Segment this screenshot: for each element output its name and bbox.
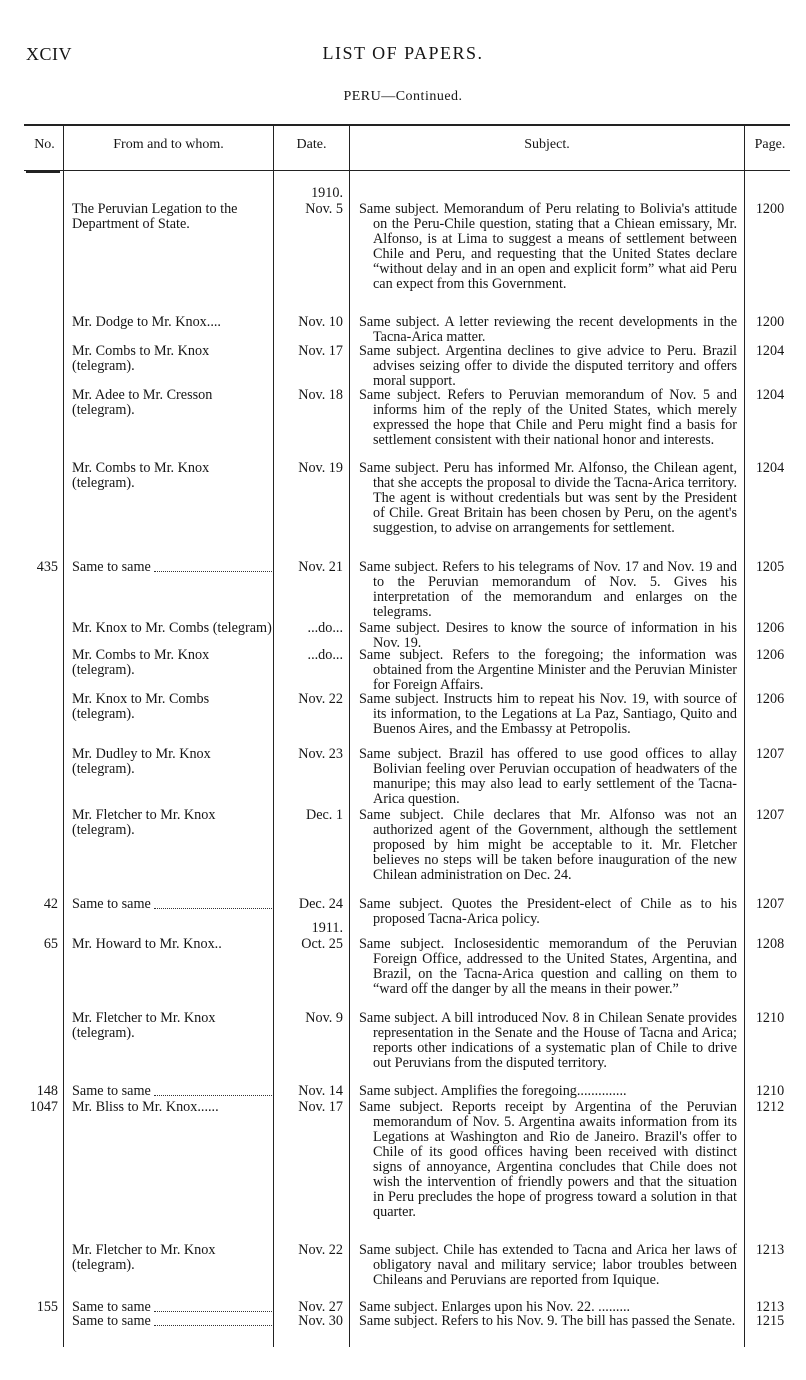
row-page: 1206 — [755, 691, 785, 707]
row-page: 1204 — [755, 387, 785, 403]
row-date: Nov. 23 — [298, 746, 343, 762]
leader-dots — [154, 1311, 272, 1312]
row-date: ...do... — [307, 647, 343, 663]
row-date: Nov. 5 — [305, 201, 343, 217]
row-date: Nov. 30 — [298, 1313, 343, 1329]
from-to-text: Mr. Dodge to Mr. Knox.... — [72, 314, 221, 330]
row-subject — [359, 202, 737, 292]
row-date: Nov. 22 — [298, 1242, 343, 1258]
subject-text: Same subject. A bill introduced Nov. 8 in Chilean Senate provides representation in the Senate and the House of Tacna and Arica; reports other indications of a systematic plan of Chile to drive out Peruvians from the disputed territory. — [359, 1010, 737, 1071]
row-from-to — [72, 621, 272, 636]
row-date: Nov. 19 — [298, 460, 343, 476]
row-date: ...do... — [307, 620, 343, 636]
row-subject — [359, 747, 737, 807]
row-subject — [359, 897, 737, 927]
from-to-text: Mr. Combs to Mr. Knox (telegram). — [72, 343, 210, 374]
row-page: 1204 — [755, 460, 785, 476]
from-to-text: Mr. Fletcher to Mr. Knox (telegram). — [72, 1242, 216, 1273]
row-page: 1208 — [755, 936, 785, 952]
from-to-text: Mr. Bliss to Mr. Knox...... — [72, 1099, 219, 1115]
subject-text: Same subject. Inclosesidentic memorandum of the Peruvian Foreign Office, addressed to the United States, Argentina, and Brazil, on the Tacna-Arica question and calling on them to “ward off the danger by all the means in their power.” — [359, 936, 737, 997]
subject-text: Same subject. Argentina declines to give advice to Peru. Brazil advises seizing offer to divide the disputed territory and offers moral support. — [359, 343, 737, 389]
row-page: 1206 — [755, 620, 785, 636]
row-from-to — [72, 315, 272, 330]
from-to-text: Same to same — [72, 1313, 151, 1329]
page-title: LIST OF PAPERS. — [322, 43, 484, 63]
subject-text: Same subject. Memorandum of Peru relating to Bolivia's attitude on the Peru-Chile question, stating that a Chiean emissary, Mr. Alfonso, is at Lima to suggest a means of settlement between Chile and Peru, and requesting that the United States declare “without delay and in an open and explicit form” what aid Peru can expect from this Government. — [359, 201, 737, 292]
row-page: 1207 — [755, 896, 785, 912]
subject-text: Same subject. Brazil has offered to use good offices to allay Bolivian feeling over Peruvian occupation of headwaters of the manuripe; this may also lead to early settlement of the Tacna-Arica question. — [359, 746, 737, 807]
row-from-to — [72, 560, 272, 575]
row-from-to — [72, 692, 272, 722]
leader-dots — [154, 1325, 272, 1326]
subject-text: Same subject. Chile declares that Mr. Alfonso was not an authorized agent of the Government, although the settlement proposed by him might be acceptable to it. Mr. Fletcher believes no steps will be taken before inauguration of the new Chilean administration on Dec. 24. — [359, 807, 737, 883]
from-to-text: Mr. Knox to Mr. Combs (telegram) — [72, 620, 272, 636]
row-date: Oct. 25 — [301, 936, 343, 952]
row-subject — [359, 1011, 737, 1071]
row-page: 1213 — [755, 1242, 785, 1258]
from-to-text: Same to same — [72, 1083, 151, 1099]
row-year: 1911. — [311, 920, 343, 936]
row-subject — [359, 648, 737, 693]
leader-dots — [154, 571, 272, 572]
from-to-text: Mr. Fletcher to Mr. Knox (telegram). — [72, 1010, 216, 1041]
subject-text: Same subject. Quotes the President-elect of Chile as to his proposed Tacna-Arica policy. — [359, 896, 737, 927]
subject-text: Same subject. Desires to know the source of information in his Nov. 19. — [359, 620, 737, 651]
subject-text: Same subject. Instructs him to repeat his Nov. 19, with source of its information, to the Legations at La Paz, Santiago, Quito and Buenos Aires, and the Embassy at Petropolis. — [359, 691, 737, 737]
from-to-text: Mr. Combs to Mr. Knox (telegram). — [72, 647, 210, 678]
row-subject — [359, 560, 737, 620]
row-page: 1200 — [755, 314, 785, 330]
subject-text: Same subject. Amplifies the foregoing.............. — [359, 1083, 627, 1099]
subject-text: Same subject. Refers to Peruvian memorandum of Nov. 5 and informs him of the reply of the United States, which merely expressed the hope that Chile and Peru might find a basis for settlement consistent with their national honor and interests. — [359, 387, 737, 448]
subject-text: Same subject. Enlarges upon his Nov. 22. ......... — [359, 1299, 631, 1315]
subject-text: Same subject. Chile has extended to Tacna and Arica her laws of obligatory naval and military service; labor troubles between Chileans and Peruvians are reported from Iquique. — [359, 1242, 737, 1288]
column-header-subject: Subject. — [524, 137, 570, 152]
from-to-text: The Peruvian Legation to the Department of State. — [72, 201, 238, 232]
subject-text: Same subject. Refers to his telegrams of Nov. 17 and Nov. 19 and to the Peruvian memorandum of Nov. 5. Gives his interpretation of the memorandum and enlarges on the telegrams. — [359, 559, 737, 620]
row-page: 1204 — [755, 343, 785, 359]
row-number: 42 — [43, 896, 58, 912]
row-subject — [359, 1084, 737, 1099]
leader-dots — [154, 1095, 272, 1096]
row-date: Nov. 14 — [298, 1083, 343, 1099]
from-to-text: Mr. Howard to Mr. Knox.. — [72, 936, 222, 952]
row-subject — [359, 315, 737, 345]
row-subject — [359, 692, 737, 737]
from-to-text: Mr. Knox to Mr. Combs (telegram). — [72, 691, 210, 722]
row-from-to — [72, 461, 272, 491]
row-from-to — [72, 937, 272, 952]
subject-text: Same subject. Refers to the foregoing; the information was obtained from the Argentine Minister and the Peruvian Minister for Foreign Affairs. — [359, 647, 737, 693]
row-date: Nov. 27 — [298, 1299, 343, 1315]
row-page: 1207 — [755, 807, 785, 823]
row-date: Nov. 17 — [298, 343, 343, 359]
row-page: 1212 — [755, 1099, 785, 1115]
row-from-to — [72, 202, 272, 232]
from-to-text: Mr. Combs to Mr. Knox (telegram). — [72, 460, 210, 491]
subject-text: Same subject. Refers to his Nov. 9. The bill has passed the Senate. — [359, 1313, 736, 1329]
section-title: PERU—Continued. — [343, 89, 463, 104]
from-to-text: Same to same — [72, 1299, 151, 1315]
row-date: Nov. 21 — [298, 559, 343, 575]
row-subject — [359, 461, 737, 536]
subject-text: Same subject. Peru has informed Mr. Alfonso, the Chilean agent, that she accepts the proposal to divide the Tacna-Arica territory. The agent is without credentials but was sent by the President of Chile. Great Britain has been chosen by Peru, on the agent's suggestion, to advise on arrangements for settlement. — [359, 460, 737, 536]
row-page: 1200 — [755, 201, 785, 217]
row-date: Nov. 9 — [305, 1010, 343, 1026]
row-from-to — [72, 1314, 272, 1329]
page-number: XCIV — [26, 44, 72, 64]
row-from-to — [72, 388, 272, 418]
row-page: 1215 — [755, 1313, 785, 1329]
from-to-text: Same to same — [72, 559, 151, 575]
row-from-to — [72, 1011, 272, 1041]
row-page: 1205 — [755, 559, 785, 575]
row-subject — [359, 808, 737, 883]
row-year: 1910. — [311, 185, 343, 201]
row-page: 1206 — [755, 647, 785, 663]
row-from-to — [72, 1100, 272, 1115]
row-from-to — [72, 747, 272, 777]
from-to-text: Mr. Fletcher to Mr. Knox (telegram). — [72, 807, 216, 838]
row-from-to — [72, 897, 272, 912]
row-page: 1210 — [755, 1083, 785, 1099]
subject-text: Same subject. A letter reviewing the recent developments in the Tacna-Arica matter. — [359, 314, 737, 345]
row-date: Dec. 24 — [298, 896, 343, 912]
row-date: Nov. 17 — [298, 1099, 343, 1115]
row-from-to — [72, 648, 272, 678]
row-date: Dec. 1 — [305, 807, 343, 823]
leader-dots — [154, 908, 272, 909]
row-page: 1210 — [755, 1010, 785, 1026]
row-from-to — [72, 1243, 272, 1273]
row-number: 65 — [43, 936, 58, 952]
from-to-text: Mr. Adee to Mr. Cresson (telegram). — [72, 387, 213, 418]
row-number: 435 — [36, 559, 58, 575]
row-page: 1213 — [755, 1299, 785, 1315]
column-header-date: Date. — [296, 137, 327, 152]
row-date: Nov. 18 — [298, 387, 343, 403]
column-header-from: From and to whom. — [113, 137, 224, 152]
row-from-to — [72, 344, 272, 374]
row-subject — [359, 344, 737, 389]
row-subject — [359, 1243, 737, 1288]
row-subject — [359, 1100, 737, 1220]
row-page: 1207 — [755, 746, 785, 762]
row-subject — [359, 1314, 737, 1329]
row-subject — [359, 937, 737, 997]
row-date: Nov. 10 — [298, 314, 343, 330]
column-header-no: No. — [34, 137, 55, 152]
row-number: 1047 — [29, 1099, 58, 1115]
row-from-to — [72, 808, 272, 838]
row-subject — [359, 388, 737, 448]
column-header-page: Page. — [754, 137, 786, 152]
from-to-text: Same to same — [72, 896, 151, 912]
subject-text: Same subject. Reports receipt by Argentina of the Peruvian memorandum of Nov. 5. Argentina awaits information from its Legations at Washington and Rio de Janeiro. Brazil's offer to Chile of its good offices having been received with distinct signs of annoyance, Argentina concludes that Chile does not wish the intervention of friendly powers and that the situation in Peru precludes the hope of progress toward a solution in that quarter. — [359, 1099, 737, 1220]
row-date: Nov. 22 — [298, 691, 343, 707]
row-from-to — [72, 1084, 272, 1099]
row-number: 155 — [36, 1299, 58, 1315]
from-to-text: Mr. Dudley to Mr. Knox (telegram). — [72, 746, 211, 777]
row-number: 148 — [36, 1083, 58, 1099]
